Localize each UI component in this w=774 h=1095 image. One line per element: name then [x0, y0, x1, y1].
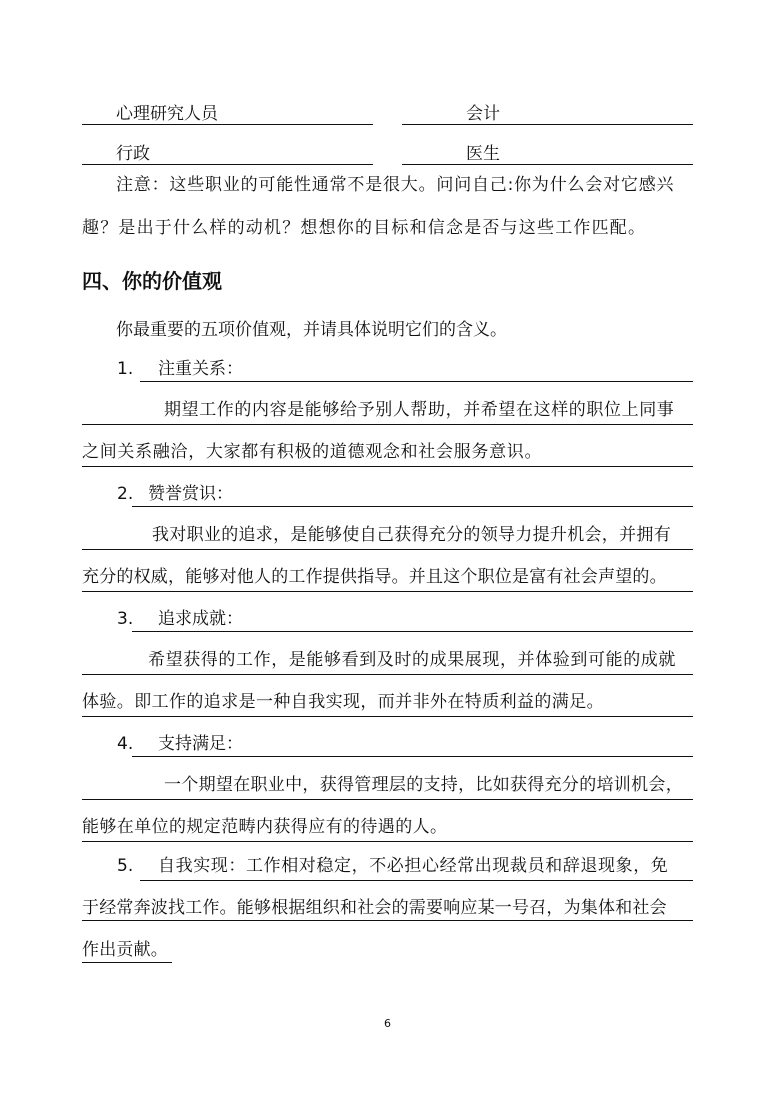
blank-line [82, 962, 172, 963]
note-line-1: 注意：这些职业的可能性通常不是很大。问问自己:你为什么会对它感兴 [116, 175, 675, 195]
blank-line [132, 631, 693, 632]
value-5-line-3: 作出贡献。 [82, 934, 693, 964]
blank-line [140, 880, 693, 881]
value-1-desc-line-2: 之间关系融洽，大家都有积极的道德观念和社会服务意识。 [82, 436, 693, 467]
blank-line [402, 164, 693, 165]
occupation-accountant: 会计 [466, 104, 500, 124]
value-2-desc-line-1: 我对职业的追求，是能够使自己获得充分的领导力提升机会，并拥有 [82, 519, 693, 550]
occupation-doctor: 医生 [466, 144, 500, 164]
value-2-desc-line-2: 充分的权威，能够对他人的工作提供指导。并且这个职位是富有社会声望的。 [82, 561, 693, 592]
value-1-title: 注重关系： [158, 359, 243, 379]
value-2-title-line [82, 478, 693, 508]
value-1-desc-line-1: 期望工作的内容是能够给予别人帮助，并希望在这样的职位上同事 [82, 394, 693, 425]
blank-line [132, 506, 693, 507]
blank-line [402, 124, 693, 125]
value-2-number: 2. [117, 484, 134, 504]
section-heading: 四、你的价值观 [82, 269, 222, 293]
note-line-2: 趣？是出于什么样的动机？想想你的目标和信念是否与这些工作匹配。 [82, 218, 647, 238]
value-4-number: 4. [117, 734, 134, 754]
occupation-administration: 行政 [116, 144, 150, 164]
section-intro: 你最重要的五项价值观，并请具体说明它们的含义。 [116, 320, 507, 340]
blank-line [82, 124, 373, 125]
value-4-title-line [82, 728, 693, 758]
value-5-number: 5. [117, 856, 134, 876]
value-2-title: 赞誉赏识： [148, 484, 233, 504]
value-5-line-1: 5. 自我实现：工作相对稳定，不必担心经常出现裁员和辞退现象，免 [82, 850, 693, 880]
blank-line [82, 920, 693, 921]
value-3-title: 追求成就： [158, 609, 243, 629]
blank-line [82, 164, 373, 165]
blank-line [132, 756, 693, 757]
value-4-desc-line-1: 一个期望在职业中，获得管理层的支持，比如获得充分的培训机会， [82, 769, 693, 800]
blank-line [140, 381, 693, 382]
value-4-desc-line-2: 能够在单位的规定范畴内获得应有的待遇的人。 [82, 811, 693, 842]
value-5-line-2: 于经常奔波找工作。能够根据组织和社会的需要响应某一号召，为集体和社会 [82, 892, 693, 922]
value-4-title: 支持满足： [158, 734, 243, 754]
occupation-psych-researcher: 心理研究人员 [116, 104, 218, 124]
value-1-number: 1. [117, 359, 134, 379]
value-3-desc-line-2: 体验。即工作的追求是一种自我实现，而并非外在特质利益的满足。 [82, 686, 693, 717]
page-number: 6 [384, 1017, 391, 1030]
value-3-number: 3. [117, 609, 134, 629]
value-3-desc-line-1: 希望获得的工作，是能够看到及时的成果展现，并体验到可能的成就 [82, 644, 693, 675]
value-1-title-line [82, 353, 693, 383]
value-3-title-line [82, 603, 693, 633]
